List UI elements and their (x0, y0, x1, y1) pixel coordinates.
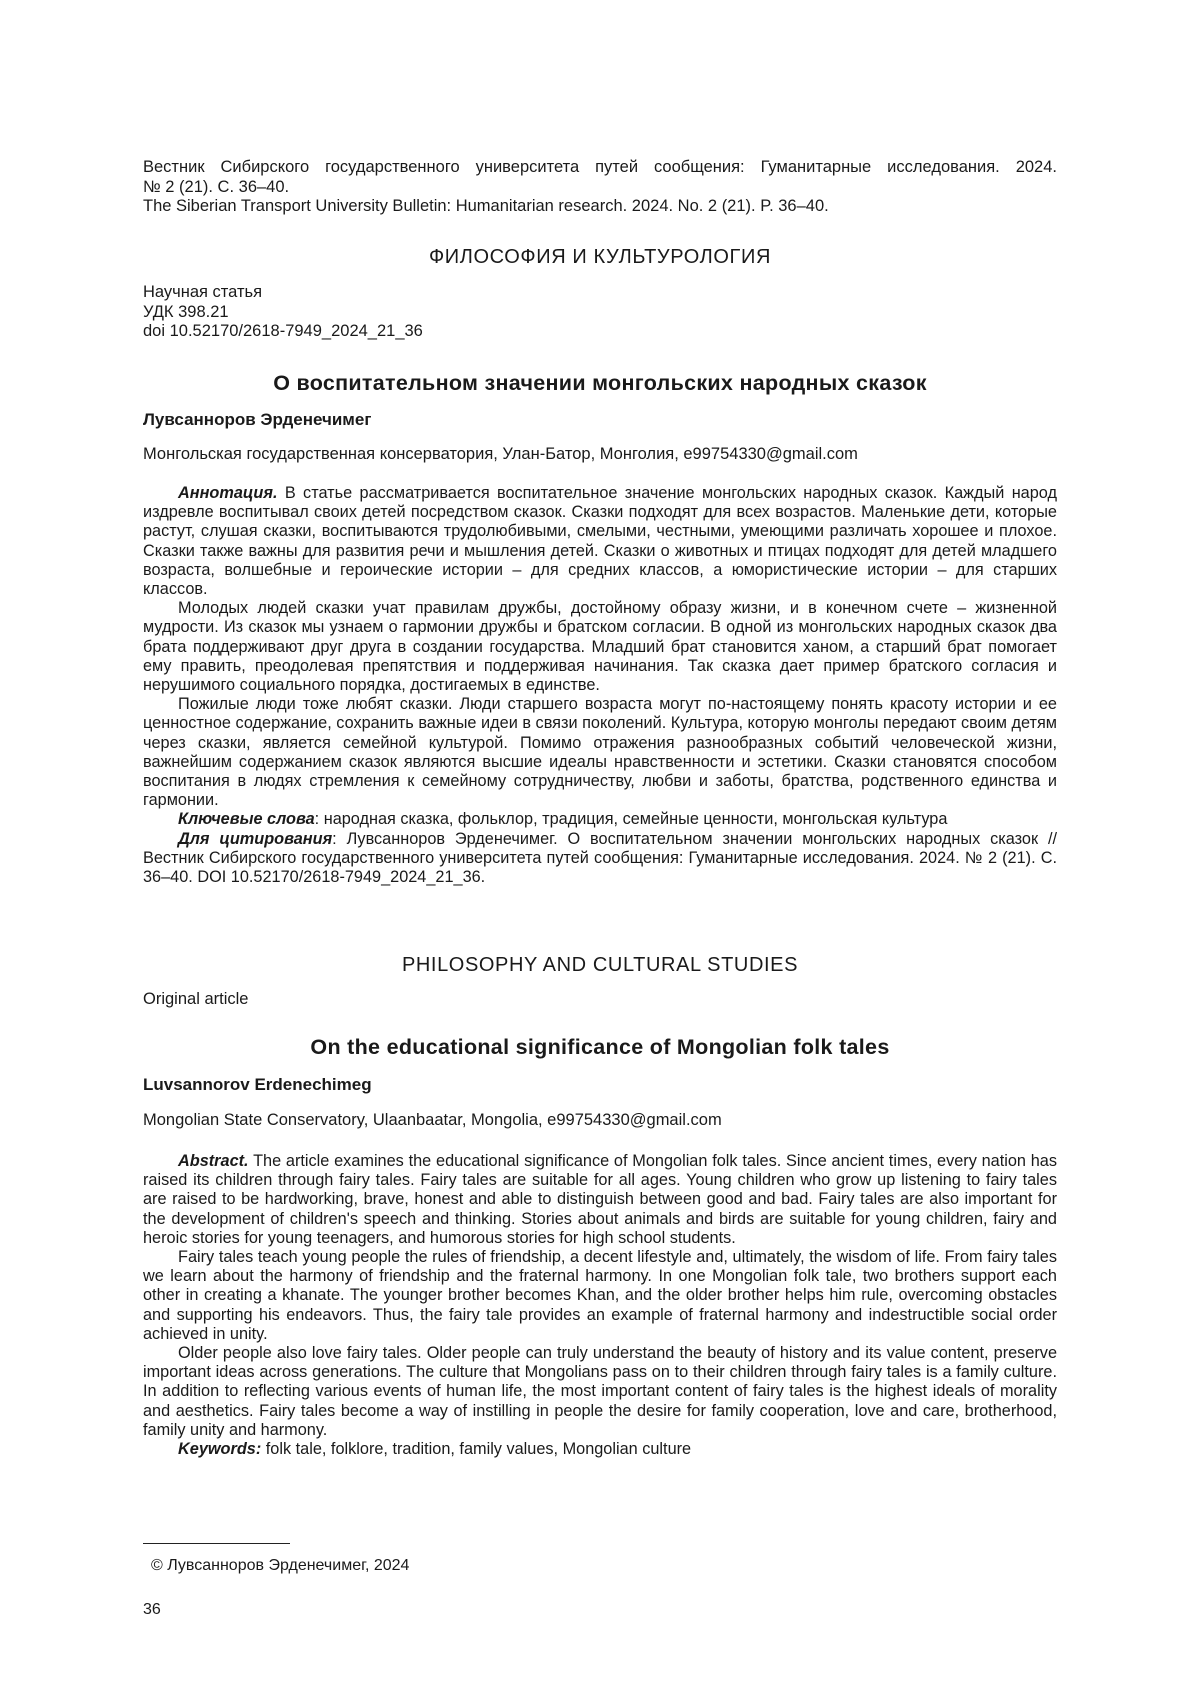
citation-ru-text: : Лувсанноров Эрденечимег. О воспитательном значении монгольских народных сказок // Вестник Сибирского государственного университета путей сообщения: Гуманитарные исследования. 2024. № 2 (21). С. 36–40. DOI 10.52170/2618-7949_2024_21_36. (143, 829, 1057, 887)
footnote-divider (143, 1543, 290, 1544)
citation-ru (143, 830, 1057, 888)
article-meta-ru (143, 283, 1057, 342)
abstract-ru-paragraph-1 (143, 484, 1057, 599)
abstract-en-paragraph-2: Fairy tales teach young people the rules of friendship, a decent lifestyle and, ultimately, the wisdom of life. From fairy tales we learn about the harmony of friendship and the fraternal harmony. In one Mongolian folk tale, two brothers support each other in creating a khanate. The younger brother becomes Khan, and the older brother helps him rule, overcoming obstacles and supporting his endeavors. Thus, the fairy tale provides an example of fraternal harmony and indestructible social order achieved in unity. (143, 1248, 1057, 1343)
keywords-ru (143, 810, 1057, 829)
section-heading-en: PHILOSOPHY AND CULTURAL STUDIES (401, 954, 799, 976)
abstract-label-ru: Аннотация. (178, 484, 278, 502)
article-type-en: Original article (143, 990, 249, 1008)
keywords-label-en: Keywords: (178, 1440, 262, 1459)
section-heading-ru: ФИЛОСОФИЯ И КУЛЬТУРОЛОГИЯ (429, 246, 771, 268)
affiliation-ru: Монгольская государственная консерватория, Улан-Батор, Монголия, e99754330@gmail.com (143, 445, 858, 463)
udk-code: УДК 398.21 (143, 302, 229, 321)
author-name-ru: Лувсанноров Эрденечимег (143, 410, 372, 429)
author-name-en: Luvsannorov Erdenechimeg (143, 1075, 372, 1094)
abstract-en-text-1: The article examines the educational significance of Mongolian folk tales. Since ancient times, every nation has raised its children through fairy tales. Fairy tales are suitable for all ages. Young children who grow up listening to fairy tales are raised to be hardworking, brave, honest and able to distinguish between good and bad. Fairy tales are also important for the development of children's speech and thinking. Stories about animals and birds are suitable for young children, fairy and heroic stories for young teenagers, and humorous stories for high school students. (143, 1152, 1058, 1247)
article-type-ru: Научная статья (143, 283, 263, 301)
keywords-ru-text: : народная сказка, фольклор, традиция, семейные ценности, монгольская культура (314, 810, 948, 829)
journal-citation-ru-line-2: № 2 (21). С. 36–40. (143, 177, 290, 196)
abstract-en-paragraph-3: Older people also love fairy tales. Older people can truly understand the beauty of history and its value content, preserve important ideas across generations. The culture that Mongolians pass on to their children through fairy tales is a family culture. In addition to reflecting various events of human life, the most important content of fairy tales is the highest ideals of morality and aesthetics. Fairy tales become a way of instilling in people the desire for family cooperation, love and care, brotherhood, family unity and harmony. (143, 1344, 1057, 1439)
article-title-ru: О воспитательном значении монгольских народных сказок (273, 371, 927, 395)
abstract-ru-paragraph-3: Пожилые люди тоже любят сказки. Люди старшего возраста могут по-настоящему понять красоту истории и ее ценностное содержание, сохранить важные идеи в связи поколений. Культура, которую монголы передают своим детям через сказки, является семейной культурой. Помимо отражения разнообразных событий человеческой жизни, важнейшим содержанием сказок являются высшие идеалы нравственности и эстетики. Сказки становятся способом воспитания в людях стремления к семейному сотрудничеству, любви и заботы, братства, родственного единства и гармонии. (143, 695, 1057, 810)
keywords-en-text: folk tale, folklore, tradition, family values, Mongolian culture (261, 1440, 692, 1459)
abstract-en (143, 1152, 1057, 1459)
journal-citation-en: The Siberian Transport University Bulletin: Humanitarian research. 2024. No. 2 (21). P. 36–40. (143, 197, 829, 215)
copyright-footnote: © Лувсанноров Эрденечимег, 2024 (151, 1557, 410, 1574)
abstract-label-en: Abstract. (178, 1152, 249, 1170)
doi: doi 10.52170/2618-7949_2024_21_36 (143, 322, 423, 340)
citation-label-ru: Для цитирования (178, 829, 333, 848)
keywords-label-ru: Ключевые слова (178, 810, 315, 829)
journal-header (143, 158, 1057, 217)
journal-citation-ru-line-1: Вестник Сибирского государственного университета путей сообщения: Гуманитарные исследования. 2024. (143, 158, 1057, 176)
affiliation-en: Mongolian State Conservatory, Ulaanbaatar, Mongolia, e99754330@gmail.com (143, 1111, 722, 1129)
abstract-ru (143, 484, 1057, 887)
abstract-ru-text-1: В статье рассматривается воспитательное значение монгольских народных сказок. Каждый народ издревле воспитывал своих детей посредством сказок. Сказки подходят для всех возрастов. Маленькие дети, которые растут, слушая сказки, воспитываются трудолюбивыми, смелыми, честными, умеющими различать хорошее и плохое. Сказки также важны для развития речи и мышления детей. Сказки о животных и птицах подходят для детей младшего возраста, волшебные и героические истории – для средних классов, а юмористические истории – для старших классов. (143, 484, 1057, 599)
abstract-ru-paragraph-2: Молодых людей сказки учат правилам дружбы, достойному образу жизни, и в конечном счете – жизненной мудрости. Из сказок мы узнаем о гармонии дружбы и братском согласии. В одной из монгольских народных сказок два брата поддерживают друг друга в создании государства. Младший брат становится ханом, а старший брат помогает ему править, преодолевая препятствия и поддерживая начинания. Так сказка дает пример братского согласия и нерушимого социального порядка, достигаемых в единстве. (143, 599, 1057, 695)
keywords-en (143, 1440, 1057, 1459)
article-title-en: On the educational significance of Mongolian folk tales (310, 1035, 890, 1059)
abstract-en-paragraph-1 (143, 1152, 1057, 1248)
page-number: 36 (143, 1601, 161, 1618)
